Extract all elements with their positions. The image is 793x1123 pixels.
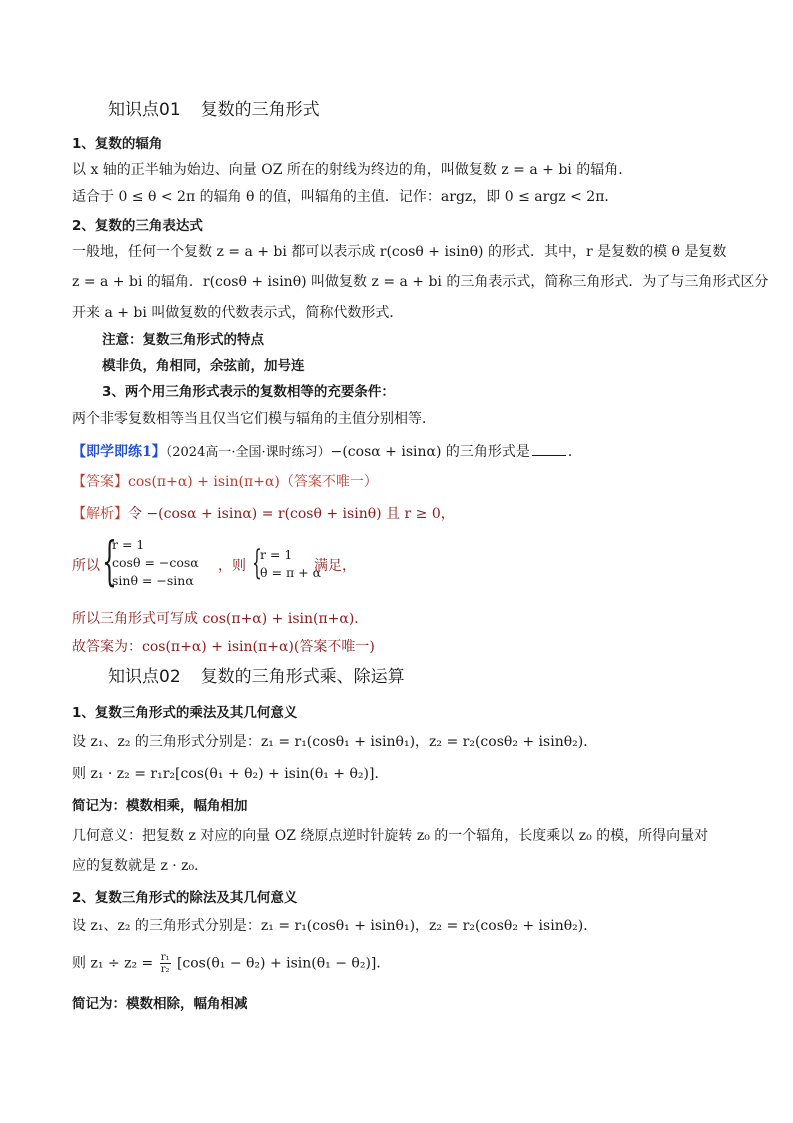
div-brief: 简记为：模数相除，幅角相减 xyxy=(72,996,248,1012)
section1-sub2-line3: 开来 a + bi 叫做复数的代数表示式，简称代数形式． xyxy=(72,305,404,321)
section1-heading xyxy=(108,98,320,122)
exercise-tag: 【即学即练1】 xyxy=(72,444,166,460)
left-brace-1: { xyxy=(102,532,117,592)
section1-sub2-title: 2、复数的三角表达式 xyxy=(72,218,203,234)
sys1-line2: cosθ = −cosα xyxy=(112,555,199,570)
then-label: ，则 xyxy=(218,558,246,574)
modulus-fraction xyxy=(160,952,171,975)
section1-number: 知识点01 xyxy=(108,100,181,120)
conclusion-line: 所以三角形式可写成 cos(π+α) + isin(π+α)． xyxy=(72,611,369,627)
analysis-line xyxy=(72,504,455,524)
sys1-line1: r = 1 xyxy=(112,537,145,552)
geometric-meaning-line1: 几何意义：把复数 z 对应的向量 OZ 绕原点逆时针旋转 z₀ 的一个辐角，长度乘以 z₀ 的模，所得向量对 xyxy=(72,828,709,844)
so-label: 所以 xyxy=(72,558,100,574)
section1-sub1-line1: 以 x 轴的正半轴为始边、向量 OZ 所在的射线为终边的角，叫做复数 z = a + bi 的辐角． xyxy=(72,162,633,178)
div-line1: 设 z₁、z₂ 的三角形式分别是：z₁ = r₁(cosθ₁ + isinθ₁)，z₂ = r₂(cosθ₂ + isinθ₂)． xyxy=(72,918,598,934)
div-suffix: [cos(θ₁ − θ₂) + isin(θ₁ − θ₂)]． xyxy=(176,955,391,972)
final-answer-line: 故答案为：cos(π+α) + isin(π+α)(答案不唯一) xyxy=(72,639,375,655)
section2-number: 知识点02 xyxy=(108,667,181,687)
sys2-line1: r = 1 xyxy=(260,547,293,562)
sys2-line2: θ = π + α xyxy=(260,565,322,580)
div-prefix: 则 z₁ ÷ z₂ = xyxy=(72,955,154,972)
mul-brief: 简记为：模数相乘，幅角相加 xyxy=(72,798,248,814)
fraction-numerator: r₁ xyxy=(160,952,170,963)
section1-title: 复数的三角形式 xyxy=(200,100,320,120)
section1-sub3-text: 两个非零复数相等当且仅当它们模与辐角的主值分别相等． xyxy=(72,411,436,427)
section2-heading xyxy=(108,665,405,689)
answer-tag: 【答案】 xyxy=(72,474,128,490)
analysis-text: 令 −(cosα + isinα) = r(cosθ + isinθ) 且 r ≥ 0， xyxy=(128,506,455,522)
mul-line2: 则 z₁ · z₂ = r₁r₂[cos(θ₁ + θ₂) + isin(θ₁ + θ₂)]． xyxy=(72,766,389,782)
section2-sub1-title: 1、复数三角形式的乘法及其几何意义 xyxy=(72,705,298,721)
section1-sub3-title: 3、两个用三角形式表示的复数相等的充要条件： xyxy=(102,384,395,400)
answer-text: cos(π+α) + isin(π+α)（答案不唯一） xyxy=(128,474,378,490)
satisfy-label: 满足， xyxy=(314,558,356,574)
fraction-denominator: r₂ xyxy=(160,964,170,975)
section1-sub2-line2: z = a + bi 的辐角．r(cosθ + isinθ) 叫做复数 z = a + bi 的三角表示式，简称三角形式．为了与三角形式区分 xyxy=(72,274,769,290)
section1-sub1-line2: 适合于 0 ≤ θ < 2π 的辐角 θ 的值，叫辐角的主值．记作：argz，即 0 ≤ argz < 2π． xyxy=(72,189,619,205)
geometric-meaning-line2: 应的复数就是 z · z₀． xyxy=(72,858,209,874)
sys1-line3: sinθ = −sinα xyxy=(112,573,194,588)
div-line2 xyxy=(72,952,390,975)
exercise-question xyxy=(72,441,582,463)
equation-system-1 xyxy=(112,536,199,590)
exercise-question-text: −(cosα + isinα) 的三角形式是 xyxy=(330,444,530,460)
note-title: 注意：复数三角形式的特点 xyxy=(102,332,264,348)
section2-title: 复数的三角形式乘、除运算 xyxy=(200,667,405,687)
section1-sub1-title: 1、复数的辐角 xyxy=(72,136,163,152)
mul-line1: 设 z₁、z₂ 的三角形式分别是：z₁ = r₁(cosθ₁ + isinθ₁)，z₂ = r₂(cosθ₂ + isinθ₂)． xyxy=(72,734,598,750)
answer-line xyxy=(72,472,378,492)
section1-sub2-line1: 一般地，任何一个复数 z = a + bi 都可以表示成 r(cosθ + isinθ) 的形式．其中，r 是复数的模 θ 是复数 xyxy=(72,244,727,260)
note-text: 模非负，角相同，余弦前，加号连 xyxy=(102,358,305,374)
left-brace-2: { xyxy=(252,543,262,583)
question-end: ． xyxy=(567,444,582,460)
answer-blank xyxy=(532,441,566,456)
equation-system-2 xyxy=(260,546,321,582)
exercise-source: （2024高一·全国·课时练习） xyxy=(165,445,331,460)
analysis-tag: 【解析】 xyxy=(72,506,128,522)
section2-sub2-title: 2、复数三角形式的除法及其几何意义 xyxy=(72,890,298,906)
